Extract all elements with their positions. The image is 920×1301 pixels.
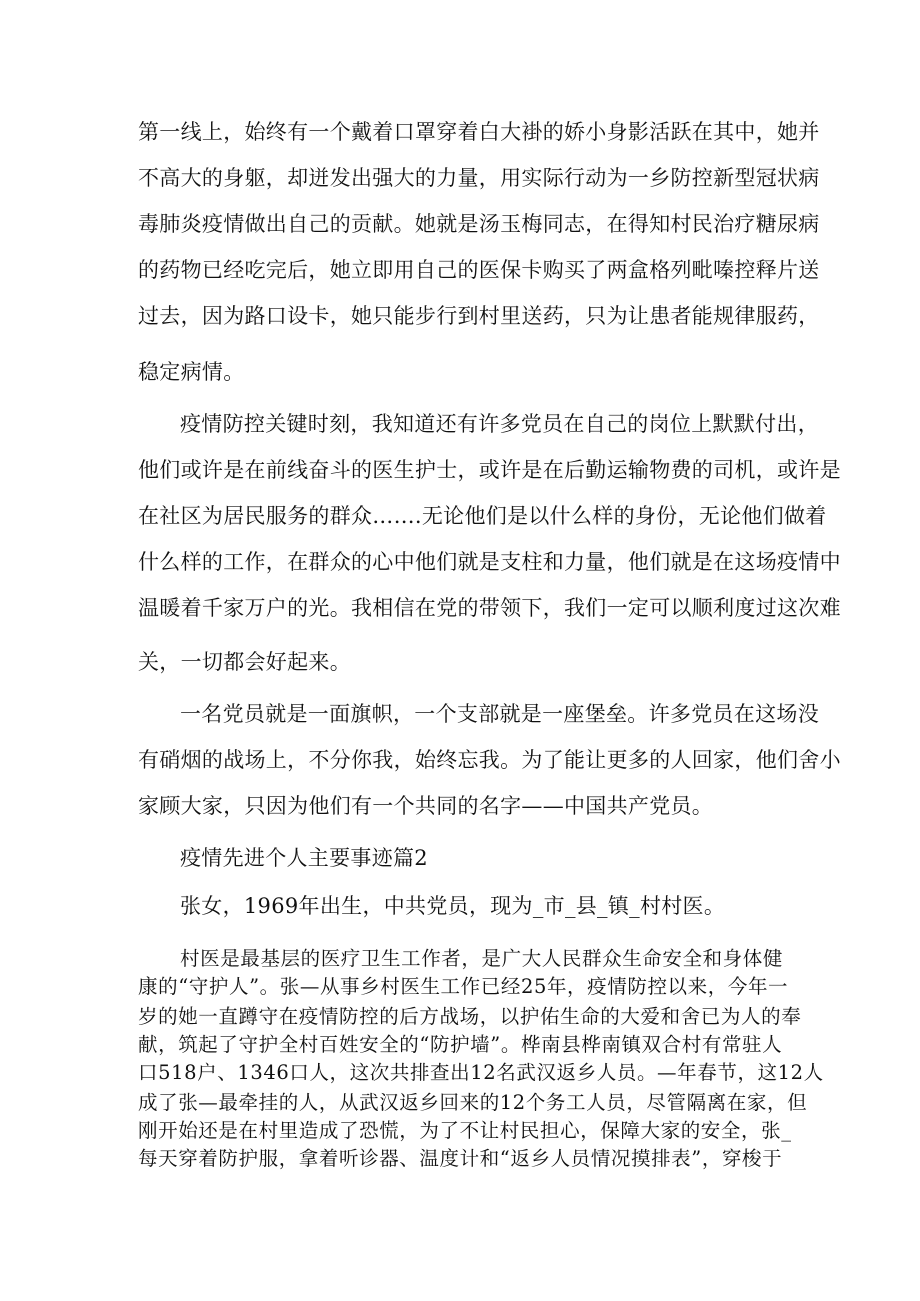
body-line-3: 岁的她一直蹲守在疫情防控的后方战场，以护佑生命的大爱和舍已为人的奉 <box>138 1005 802 1028</box>
paragraph-2-line-4: 什么样的工作，在群众的心中他们就是支柱和力量，他们就是在这场疫情中 <box>138 550 841 574</box>
body-line-2: 康的“守护人”。张—从事乡村医生工作已经25年，疫情防控以来，今年一 <box>138 975 789 998</box>
paragraph-1-line-6: 稳定病情。 <box>138 360 245 384</box>
body-line-1: 村医是最基层的医疗卫生工作者，是广大人民群众生命安全和身体健 <box>180 947 784 970</box>
paragraph-1-line-2: 不高大的身躯，却迸发出强大的力量，用实际行动为一乡防控新型冠状病 <box>138 166 820 190</box>
body-line-4: 献，筑起了守护全村百姓安全的“防护墙”。桦南县桦南镇双合村有常驻人 <box>138 1033 783 1056</box>
intro-line: 张女，1969年出生，中共党员，现为_市_县_镇_村村医。 <box>180 894 726 918</box>
paragraph-3-line-2: 有硝烟的战场上，不分你我，始终忘我。为了能让更多的人回家，他们舍小 <box>138 748 841 772</box>
paragraph-1-line-5: 过去，因为路口设卡，她只能步行到村里送药，只为让患者能规律服药， <box>138 304 820 328</box>
paragraph-3-line-3: 家顾大家，只因为他们有一个共同的名字——中国共产党员。 <box>138 794 714 818</box>
body-line-8: 每天穿着防护服，拿着听诊器、温度计和“返乡人员情况摸排表”，穿梭于 <box>138 1147 783 1170</box>
body-line-6: 成了张—最牵挂的人，从武汉返乡回来的12个务工人员，尽管隔离在家，但 <box>138 1091 808 1114</box>
section-title: 疫情先进个人主要事迹篇2 <box>180 846 428 870</box>
paragraph-2-line-3: 在社区为居民服务的群众…….无论他们是以什么样的身份，无论他们做着 <box>138 504 827 528</box>
paragraph-2-line-6: 关，一切都会好起来。 <box>138 650 351 674</box>
paragraph-1-line-1: 第一线上，始终有一个戴着口罩穿着白大褂的娇小身影活跃在其中，她并 <box>138 120 820 144</box>
paragraph-1-line-4: 的药物已经吃完后，她立即用自己的医保卡购买了两盒格列毗嗪控释片送 <box>138 258 820 282</box>
paragraph-2-line-5: 温暖着千家万户的光。我相信在党的带领下，我们一定可以顺利度过这次难 <box>138 596 841 620</box>
paragraph-2-line-2: 他们或许是在前线奋斗的医生护士，或许是在后勤运输物费的司机，或许是 <box>138 458 841 482</box>
paragraph-2-line-1: 疫情防控关键时刻，我知道还有许多党员在自己的岗位上默默付出， <box>180 412 819 436</box>
paragraph-3-line-1: 一名党员就是一面旗帜，一个支部就是一座堡垒。许多党员在这场没 <box>180 702 819 726</box>
paragraph-1-line-3: 毒肺炎疫情做出自己的贡献。她就是汤玉梅同志，在得知村民治疗糖尿病 <box>138 212 820 236</box>
body-line-7: 刚开始还是在村里造成了恐慌，为了不让村民担心，保障大家的安全，张_ <box>138 1119 792 1142</box>
body-line-5: 口518户、1346口人，这次共排查出12名武汉返乡人员。—年春节，这12人 <box>138 1061 824 1084</box>
